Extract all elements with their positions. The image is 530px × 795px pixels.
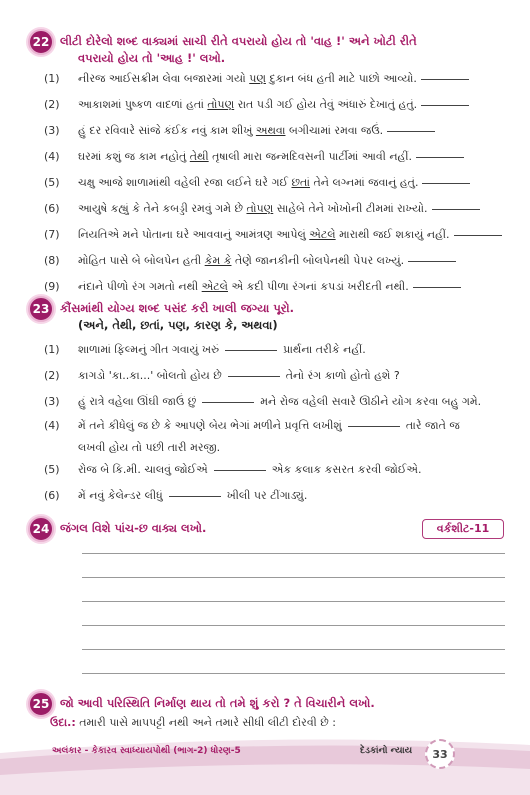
item-number: (2) [44,369,60,382]
answer-blank[interactable] [348,426,400,427]
item-text [78,280,504,294]
exercise-item [44,280,504,294]
writing-line[interactable] [82,601,505,602]
writing-line[interactable] [82,649,505,650]
exercise-item [44,98,504,112]
writing-line[interactable] [82,673,505,674]
answer-blank[interactable] [202,402,254,403]
item-text-pre: આયુષે કહ્યું કે તેને કબડ્ડી રમવું ગમે છે [78,202,247,215]
answer-blank[interactable] [408,261,456,262]
underlined-word: કેમ કે [204,254,232,267]
answer-blank[interactable] [228,376,280,377]
item-text-after: ખીલી પર ટીંગાડ્યું. [226,489,308,502]
item-text [78,202,504,216]
exercise-item [44,228,504,242]
question-23-title: કૌંસમાંથી યોગ્ય શબ્દ પસંદ કરી ખાલી જગ્યા પૂરો. (અને, તેથી, છતાં, પણ, કારણ કે, અથવા) [60,301,294,332]
item-text [78,395,504,409]
item-text-post: તેને લગ્નમાં જવાનું હતું. [309,176,419,189]
item-text [78,98,504,112]
footer-book-title: અલંકાર - કેકારવ સ્વાધ્યાયપોથી (ભાગ-2) ધોરણ-5 [52,746,241,756]
answer-blank[interactable] [416,157,464,158]
item-text-pre: ઘરમાં કશું જ કામ નહોતું [78,150,190,163]
item-number: (1) [44,72,60,85]
item-text-after: એક કલાક કસરત કરવી જોઈએ. [271,463,422,476]
exercise-item [44,72,504,86]
underlined-word: છતાં [291,176,310,189]
question-number-badge: 24 [28,516,54,542]
fill-blank-item [44,419,504,455]
item-number: (3) [44,395,60,408]
question-22-header [32,33,417,67]
worksheet-tag: વર્કશીટ-11 [422,519,504,539]
item-text [78,124,504,138]
underlined-word: પણ [249,72,266,85]
fill-blank-item [44,489,504,503]
item-number: (6) [44,202,60,215]
item-text [78,150,504,164]
underlined-word: તેથી [189,150,209,163]
fill-blank-item [44,369,504,383]
footer-chapter-title: દેડકાંનો ન્યાય [360,746,413,756]
question-22-title: લીટી દોરેલો શબ્દ વાક્યમાં સાચી રીતે વપરાયો હોય તો 'વાહ !' અને ખોટી રીતે વપરાયો હોય તો 'આહ !' લખો. [60,34,417,65]
fill-blank-item [44,395,504,409]
item-number: (1) [44,343,60,356]
answer-blank[interactable] [421,105,469,106]
question-24-header [32,520,207,537]
exercise-item [44,150,504,164]
underlined-word: તોપણ [207,98,235,111]
question-number-badge: 25 [28,691,54,717]
underlined-word: તોપણ [246,202,274,215]
item-text [78,72,504,86]
underlined-word: એટલે [201,280,228,293]
answer-blank[interactable] [454,235,502,236]
item-text [78,463,504,477]
item-text-after: તેનો રંગ કાળો હોતો હશે ? [285,369,400,382]
question-23-header [32,300,294,334]
item-text-post: સાહેબે તેને ખોખોની ટીમમાં રાખ્યો. [273,202,428,215]
answer-blank[interactable] [225,350,277,351]
exercise-item [44,176,504,190]
item-number: (9) [44,280,60,293]
item-text [78,419,504,455]
item-number: (8) [44,254,60,267]
item-text [78,228,504,242]
item-number: (6) [44,489,60,502]
item-text-before: શાળામાં ફિલ્મનું ગીત ગવાયું ખરું [78,343,220,356]
item-number: (7) [44,228,60,241]
item-text-pre: હું દર રવિવારે સાંજે કંઈક નવું કામ શીખું [78,124,256,137]
exercise-item [44,124,504,138]
item-number: (4) [44,150,60,163]
answer-blank[interactable] [422,183,470,184]
answer-blank[interactable] [413,287,461,288]
example-label: ઉદા.: [50,716,76,729]
item-text [78,343,504,357]
answer-blank[interactable] [387,131,435,132]
item-number: (5) [44,176,60,189]
exercise-item [44,254,504,268]
writing-line[interactable] [82,553,505,554]
item-text-post: તૃષાલી મારા જન્મદિવસની પાર્ટીમાં આવી નહીં. [208,150,412,163]
question-24-title: જંગલ વિશે પાંચ-છ વાક્ય લખો. [60,521,207,535]
item-text [78,369,504,383]
item-number: (4) [44,419,60,432]
item-text-pre: નીરજ આઈસક્રીમ લેવા બજારમાં ગયો [78,72,250,85]
item-text-pre: નિયતિએ મને પોતાના ઘરે આવવાનું આમંત્રણ આપેલું [78,228,310,241]
item-number: (2) [44,98,60,111]
item-text [78,254,504,268]
question-number-badge: 23 [28,296,54,322]
item-text-before: રોજ બે કિ.મી. ચાલવું જોઈએ [78,463,208,476]
answer-blank[interactable] [421,79,469,80]
question-number-badge: 22 [28,29,54,55]
item-text-post: એ કદી પીળા રંગનાં કપડાં ખરીદતી નથી. [228,280,409,293]
question-25-header [32,695,375,712]
answer-blank[interactable] [169,496,221,497]
item-text-post: રાત પડી ગઈ હોય તેવું અંધારું દેખાતું હતું. [234,98,418,111]
item-text-pre: આકાશમાં પુષ્કળ વાદળાં હતાં [78,98,208,111]
item-text [78,489,504,503]
item-text-pre: મોહિત પાસે બે બોલપેન હતી [78,254,205,267]
item-text-before: કાગડો 'કા..કા...' બોલતો હોય છે [78,369,222,382]
item-text-before: હું રાત્રે વહેલા ઊંઘી જાઉં છું [78,395,197,408]
answer-blank[interactable] [214,470,266,471]
fill-blank-item [44,463,504,477]
exercise-item [44,202,504,216]
writing-line[interactable] [82,577,505,578]
answer-blank[interactable] [432,209,480,210]
example-text: તમારી પાસે માપપટ્ટી નથી અને તમારે સીધી લીટી દોરવી છે : [75,716,337,729]
underlined-word: અથવા [255,124,286,137]
item-text-post: તેણે જાનકીની બોલપેનથી પેપર લખ્યું. [231,254,405,267]
example-line [50,716,336,730]
item-text-after: મને રોજ વહેલી સવારે ઊઠીને યોગ કરવા બહુ ગમે. [260,395,482,408]
item-number: (5) [44,463,60,476]
item-text-post: દુકાન બંધ હતી માટે પાછો આવ્યો. [265,72,417,85]
item-text-before: મેં તને કીધેલું જ છે કે આપણે બેય ભેગાં મળીને પ્રવૃત્તિ લખીશું [78,419,342,432]
question-25-title: જો આવી પરિસ્થિતિ નિર્માણ થાય તો તમે શું કરો ? તે વિચારીને લખો. [60,696,375,710]
item-text-continued: લખવી હોય તો પછી તારી મરજી. [78,441,221,454]
item-text-before: મેં નવું કેલેન્ડર લીધું [78,489,163,502]
item-text-pre: નંદાને પીળો રંગ ગમતો નથી [78,280,202,293]
page-number: 33 [425,739,455,769]
item-text-pre: ચક્ષુ આજે શાળામાંથી વહેલી રજા લઈને ઘરે ગઈ [78,176,292,189]
item-text-after: પ્રાર્થના તરીકે નહીં. [283,343,366,356]
writing-line[interactable] [82,625,505,626]
item-text [78,176,504,190]
item-text-post: મારાથી જઈ શકાયું નહીં. [335,228,450,241]
underlined-word: એટલે [309,228,336,241]
item-text-post: બગીચામાં રમવા જઉં. [285,124,384,137]
fill-blank-item [44,343,504,357]
item-number: (3) [44,124,60,137]
item-text-after: તારે જાતે જ [405,419,460,432]
